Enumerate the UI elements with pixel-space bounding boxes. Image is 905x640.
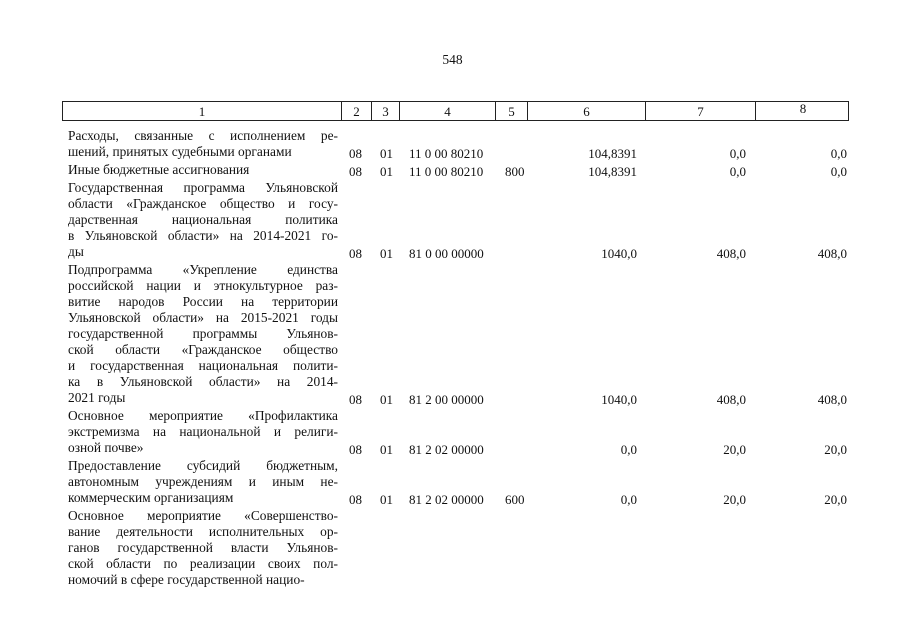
row-description [68, 128, 338, 160]
description-line: Иные бюджетные ассигнования [68, 162, 250, 177]
cell-c7: 20,0 [723, 442, 746, 457]
cell-c2: 08 [349, 442, 362, 457]
cell-c2: 08 [349, 246, 362, 261]
page-number: 548 [442, 52, 463, 67]
description-line: 2021 годы [68, 390, 126, 405]
cell-c4: 81 0 00 00000 [409, 246, 484, 261]
header-col-7: 7 [646, 102, 756, 120]
header-col-5: 5 [496, 102, 528, 120]
description-line: ды [68, 244, 84, 259]
description-line: коммерческим организациям [68, 490, 234, 505]
description-line: ской области по реализации своих пол- [68, 556, 338, 571]
cell-c3: 01 [380, 246, 393, 261]
cell-c6: 104,8391 [588, 164, 637, 179]
cell-c6: 0,0 [620, 442, 637, 457]
header-col-1: 1 [63, 102, 342, 120]
cell-c3: 01 [380, 146, 393, 161]
description-line: в Ульяновской области» на 2014-2021 го- [68, 228, 338, 243]
row-description [68, 180, 338, 260]
cell-c8: 408,0 [817, 392, 847, 407]
cell-c7: 0,0 [729, 164, 746, 179]
description-line: автономным учреждениям и иным не- [68, 474, 338, 489]
description-line: экстремизма на национальной и религи- [68, 424, 338, 439]
table-header [62, 101, 849, 121]
header-col-6: 6 [528, 102, 646, 120]
cell-c3: 01 [380, 164, 393, 179]
row-description [68, 458, 338, 506]
cell-c2: 08 [349, 492, 362, 507]
header-col-4: 4 [400, 102, 496, 120]
cell-c6: 1040,0 [601, 246, 637, 261]
description-line: Основное мероприятие «Профилактика [68, 408, 338, 423]
cell-c8: 0,0 [830, 164, 847, 179]
cell-c6: 1040,0 [601, 392, 637, 407]
row-description [68, 162, 338, 178]
cell-c2: 08 [349, 392, 362, 407]
description-line: Предоставление субсидий бюджетным, [68, 458, 338, 473]
description-line: Основное мероприятие «Совершенство- [68, 508, 338, 523]
cell-c5: 600 [505, 492, 525, 507]
cell-c4: 81 2 00 00000 [409, 392, 484, 407]
header-col-2: 2 [342, 102, 372, 120]
description-line: ганов государственной власти Ульянов- [68, 540, 338, 555]
cell-c6: 104,8391 [588, 146, 637, 161]
cell-c4: 11 0 00 80210 [409, 146, 484, 161]
header-col-8: 8 [799, 101, 807, 116]
cell-c5: 800 [505, 164, 525, 179]
cell-c3: 01 [380, 442, 393, 457]
cell-c7: 20,0 [723, 492, 746, 507]
cell-c8: 20,0 [824, 492, 847, 507]
cell-c7: 0,0 [729, 146, 746, 161]
description-line: дарственная национальная политика [68, 212, 338, 227]
description-line: Расходы, связанные с исполнением ре- [68, 128, 338, 143]
description-line: Ульяновской области» на 2015-2021 годы [68, 310, 338, 325]
row-description [68, 508, 338, 588]
cell-c8: 0,0 [830, 146, 847, 161]
description-line: Подпрограмма «Укрепление единства [68, 262, 338, 277]
cell-c7: 408,0 [716, 246, 746, 261]
row-description [68, 408, 338, 456]
cell-c8: 408,0 [817, 246, 847, 261]
cell-c3: 01 [380, 492, 393, 507]
description-line: и государственная национальная полити- [68, 358, 338, 373]
description-line: Государственная программа Ульяновской [68, 180, 338, 195]
cell-c7: 408,0 [716, 392, 746, 407]
description-line: витие народов России на территории [68, 294, 338, 309]
cell-c2: 08 [349, 146, 362, 161]
cell-c4: 11 0 00 80210 [409, 164, 484, 179]
cell-c4: 81 2 02 00000 [409, 442, 484, 457]
description-line: озной почве» [68, 440, 144, 455]
cell-c6: 0,0 [620, 492, 637, 507]
cell-c2: 08 [349, 164, 362, 179]
description-line: ка в Ульяновской области» на 2014- [68, 374, 338, 389]
description-line: шений, принятых судебными органами [68, 144, 292, 159]
description-line: ской области «Гражданское общество [68, 342, 338, 357]
description-line: номочий в сфере государственной нацио- [68, 572, 305, 587]
description-line: государственной программы Ульянов- [68, 326, 338, 341]
row-description [68, 262, 338, 406]
description-line: российской нации и этнокультурное раз- [68, 278, 338, 293]
cell-c8: 20,0 [824, 442, 847, 457]
cell-c3: 01 [380, 392, 393, 407]
description-line: области «Гражданское общество и госу- [68, 196, 338, 211]
cell-c4: 81 2 02 00000 [409, 492, 484, 507]
description-line: вание деятельности исполнительных ор- [68, 524, 338, 539]
header-col-3: 3 [372, 102, 400, 120]
